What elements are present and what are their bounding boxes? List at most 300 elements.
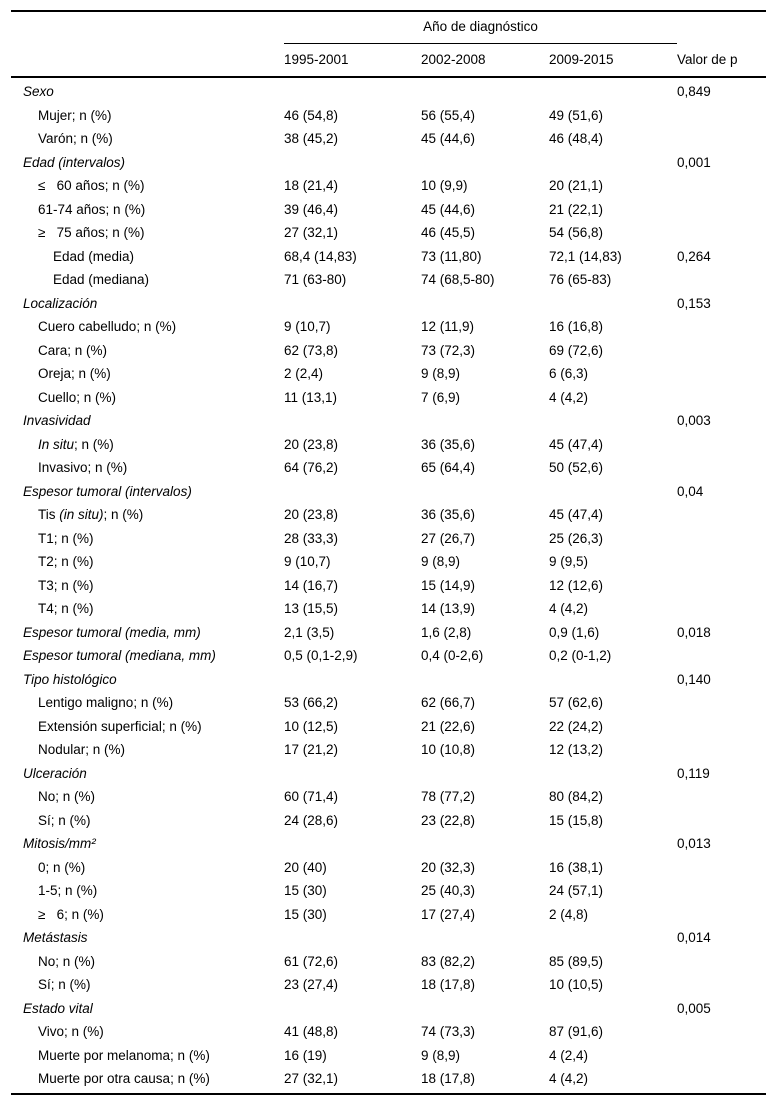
cell-value: 13 (15,5)	[284, 601, 339, 616]
cell-value: 87 (91,6)	[549, 1024, 604, 1039]
table-row	[11, 738, 766, 762]
column-header-period-1: 1995-2001	[284, 52, 349, 67]
row-label-text: Extensión superficial; n (%)	[38, 718, 202, 734]
cell-value: 25 (40,3)	[421, 883, 476, 898]
row-label-text: ; n (%)	[103, 507, 144, 522]
cell-value	[421, 668, 549, 692]
row-label	[23, 809, 284, 833]
cell-value: 74 (73,3)	[421, 1024, 476, 1039]
row-label	[23, 856, 284, 880]
cell-p-value: 0,018	[677, 624, 711, 640]
cell-value	[284, 80, 421, 104]
cell-value: 11 (13,1)	[284, 389, 338, 405]
table-row	[11, 997, 766, 1021]
cell-value: 20 (23,8)	[284, 436, 339, 452]
cell-p-value	[677, 198, 766, 222]
cell-value: 65 (64,4)	[421, 460, 476, 475]
row-label-text: T1; n (%)	[38, 530, 94, 546]
row-label-text: Sexo	[23, 84, 54, 99]
table-row	[11, 198, 766, 222]
cell-value	[284, 997, 421, 1021]
table-row	[11, 715, 766, 739]
cell-value: 15 (14,9)	[421, 577, 476, 593]
row-label	[23, 738, 284, 762]
row-label	[23, 926, 284, 950]
cell-value: 4 (4,2)	[549, 601, 589, 616]
cell-p-value	[677, 691, 766, 715]
table-row	[11, 574, 766, 598]
row-label-text: ≤ 60 años; n (%)	[38, 178, 145, 193]
cell-value	[549, 292, 677, 316]
cell-value: 68,4 (14,83)	[284, 248, 357, 264]
cell-value: 12 (11,9)	[421, 319, 475, 334]
column-header-period-3: 2009-2015	[549, 52, 614, 67]
cell-value: 27 (32,1)	[284, 225, 339, 240]
cell-p-value	[677, 174, 766, 198]
row-label-text: Espesor tumoral (intervalos)	[23, 483, 192, 499]
row-label	[23, 644, 284, 668]
cell-p-value: 0,005	[677, 1000, 711, 1016]
cell-value: 25 (26,3)	[549, 530, 604, 546]
cell-p-value: 0,264	[677, 248, 711, 264]
cell-value: 73 (11,80)	[421, 248, 482, 264]
cell-value: 15 (15,8)	[549, 812, 604, 828]
cell-value: 27 (32,1)	[284, 1071, 339, 1086]
cell-p-value	[677, 221, 766, 245]
table-row	[11, 762, 766, 786]
cell-p-value: 0,119	[677, 765, 710, 781]
cell-p-value	[677, 785, 766, 809]
row-label-text: Sí; n (%)	[38, 812, 91, 828]
row-label	[23, 221, 284, 245]
cell-value	[549, 997, 677, 1021]
table-row	[11, 268, 766, 292]
row-label	[23, 950, 284, 974]
cell-value	[549, 80, 677, 104]
cell-p-value: 0,001	[677, 154, 711, 170]
cell-p-value: 0,013	[677, 836, 711, 851]
cell-value: 14 (13,9)	[421, 601, 476, 616]
cell-p-value	[677, 597, 766, 621]
cell-value: 2,1 (3,5)	[284, 624, 335, 640]
cell-value: 18 (17,8)	[421, 1071, 476, 1086]
cell-value: 9 (10,7)	[284, 554, 331, 569]
cell-p-value	[677, 527, 766, 551]
cell-value: 20 (21,1)	[549, 178, 604, 193]
cell-value: 72,1 (14,83)	[549, 248, 622, 264]
cell-value: 85 (89,5)	[549, 953, 604, 969]
cell-value: 17 (21,2)	[284, 742, 339, 757]
row-label-text: Tis	[38, 507, 60, 522]
column-group-row	[11, 12, 766, 44]
row-label-text: Mujer; n (%)	[38, 107, 112, 123]
spacer-p-column	[677, 18, 766, 44]
table-row	[11, 315, 766, 339]
row-label-text: In situ	[38, 436, 75, 452]
cell-value: 50 (52,6)	[549, 460, 604, 475]
table-row	[11, 856, 766, 880]
cell-value: 56 (55,4)	[421, 107, 476, 123]
cell-value: 16 (16,8)	[549, 319, 604, 334]
row-label	[23, 409, 284, 433]
table-row	[11, 1044, 766, 1068]
row-label	[23, 1067, 284, 1091]
cell-value: 20 (32,3)	[421, 859, 476, 875]
cell-p-value	[677, 104, 766, 128]
cell-value: 16 (38,1)	[549, 859, 604, 875]
cell-value	[284, 762, 421, 786]
cell-value: 9 (8,9)	[421, 1047, 461, 1063]
cell-p-value	[677, 503, 766, 527]
row-label-text: 61-74 años; n (%)	[38, 201, 146, 217]
table-row	[11, 292, 766, 316]
table-row	[11, 456, 766, 480]
table-row	[11, 785, 766, 809]
row-label-text: T2; n (%)	[38, 554, 94, 569]
cell-value: 24 (57,1)	[549, 883, 604, 898]
cell-value	[421, 926, 549, 950]
row-label	[23, 245, 284, 269]
cell-value: 80 (84,2)	[549, 789, 604, 804]
cell-value	[549, 409, 677, 433]
cell-value: 60 (71,4)	[284, 789, 339, 804]
cell-p-value	[677, 856, 766, 880]
cell-p-value	[677, 1020, 766, 1044]
table-row	[11, 433, 766, 457]
cell-value: 45 (44,6)	[421, 201, 476, 217]
row-label	[23, 198, 284, 222]
row-label	[23, 386, 284, 410]
row-label-text: Sí; n (%)	[38, 977, 91, 992]
row-label-text: No; n (%)	[38, 953, 96, 969]
cell-value: 36 (35,6)	[421, 436, 476, 452]
row-label-text: Invasivo; n (%)	[38, 460, 128, 475]
row-label	[23, 785, 284, 809]
table-row	[11, 409, 766, 433]
row-label	[23, 127, 284, 151]
row-label-text: ; n (%)	[74, 436, 114, 452]
cell-value	[421, 292, 549, 316]
cell-value	[284, 668, 421, 692]
row-label-text: Espesor tumoral (mediana, mm)	[23, 648, 216, 663]
row-label-text: Muerte por otra causa; n (%)	[38, 1071, 210, 1086]
cell-p-value	[677, 950, 766, 974]
column-headers-row	[11, 44, 766, 76]
row-label	[23, 268, 284, 292]
table-row	[11, 503, 766, 527]
row-label-text: Localización	[23, 295, 98, 311]
cell-value	[284, 926, 421, 950]
row-label-text: Mitosis/mm²	[23, 836, 96, 851]
cell-value	[549, 480, 677, 504]
table-row	[11, 950, 766, 974]
cell-p-value	[677, 268, 766, 292]
table-row	[11, 550, 766, 574]
cell-value: 71 (63-80)	[284, 272, 347, 287]
row-label	[23, 480, 284, 504]
cell-value: 23 (22,8)	[421, 812, 476, 828]
cell-value: 54 (56,8)	[549, 225, 604, 240]
row-label-text: Vivo; n (%)	[38, 1024, 104, 1039]
row-label	[23, 973, 284, 997]
cell-p-value	[677, 433, 766, 457]
cell-value: 9 (9,5)	[549, 554, 589, 569]
cell-value: 83 (82,2)	[421, 953, 476, 969]
cell-p-value	[677, 1044, 766, 1068]
row-label	[23, 362, 284, 386]
cell-value: 10 (10,8)	[421, 742, 476, 757]
cell-value: 15 (30)	[284, 883, 327, 898]
cell-value: 12 (12,6)	[549, 577, 604, 593]
cell-value	[421, 151, 549, 175]
cell-p-value: 0,849	[677, 84, 711, 99]
table-row	[11, 386, 766, 410]
cell-value: 78 (77,2)	[421, 789, 476, 804]
table-row	[11, 221, 766, 245]
cell-value: 7 (6,9)	[421, 389, 461, 405]
cell-p-value	[677, 973, 766, 997]
cell-p-value	[677, 362, 766, 386]
cell-value: 2 (4,8)	[549, 906, 589, 922]
cell-value: 2 (2,4)	[284, 366, 324, 381]
row-label-text: 1-5; n (%)	[38, 883, 98, 898]
cell-value: 57 (62,6)	[549, 695, 604, 710]
cell-value: 9 (10,7)	[284, 319, 331, 334]
table-row	[11, 174, 766, 198]
cell-p-value	[677, 903, 766, 927]
cell-p-value	[677, 715, 766, 739]
cell-value: 24 (28,6)	[284, 812, 339, 828]
cell-value	[421, 762, 549, 786]
cell-p-value	[677, 644, 766, 668]
row-label-text: Lentigo maligno; n (%)	[38, 695, 174, 710]
cell-value: 0,9 (1,6)	[549, 624, 600, 640]
row-label	[23, 574, 284, 598]
row-label	[23, 174, 284, 198]
cell-value: 53 (66,2)	[284, 695, 339, 710]
cell-value: 74 (68,5-80)	[421, 272, 495, 287]
cell-value	[421, 832, 549, 856]
cell-value: 46 (45,5)	[421, 225, 476, 240]
table-body	[11, 78, 766, 1093]
cell-value: 61 (72,6)	[284, 953, 339, 969]
table-row	[11, 903, 766, 927]
cell-value: 15 (30)	[284, 906, 327, 922]
table-row	[11, 80, 766, 104]
row-label	[23, 715, 284, 739]
cell-value	[284, 832, 421, 856]
row-label-text: Metástasis	[23, 930, 88, 945]
row-label	[23, 1020, 284, 1044]
row-label	[23, 315, 284, 339]
table-row	[11, 1067, 766, 1091]
cell-p-value	[677, 574, 766, 598]
row-label-text: Muerte por melanoma; n (%)	[38, 1047, 210, 1063]
row-label	[23, 527, 284, 551]
row-label	[23, 550, 284, 574]
cell-p-value: 0,153	[677, 295, 711, 311]
cell-value	[421, 480, 549, 504]
row-label-text: Estado vital	[23, 1000, 93, 1016]
table-row	[11, 668, 766, 692]
cell-value: 76 (65-83)	[549, 272, 612, 287]
cell-value: 20 (23,8)	[284, 507, 339, 522]
cell-value	[284, 151, 421, 175]
row-label	[23, 668, 284, 692]
cell-p-value: 0,014	[677, 930, 711, 945]
row-label-text: ≥ 75 años; n (%)	[38, 225, 145, 240]
cell-value: 4 (4,2)	[549, 1071, 589, 1086]
cell-value: 14 (16,7)	[284, 577, 339, 593]
cell-p-value	[677, 456, 766, 480]
row-label-text: No; n (%)	[38, 789, 96, 804]
table-row	[11, 644, 766, 668]
cell-p-value	[677, 315, 766, 339]
cell-value: 62 (73,8)	[284, 342, 339, 358]
cell-value: 23 (27,4)	[284, 977, 339, 992]
cell-p-value	[677, 1067, 766, 1091]
cell-value	[549, 832, 677, 856]
cell-value: 41 (48,8)	[284, 1024, 339, 1039]
row-label-text: Cuello; n (%)	[38, 389, 117, 405]
cell-value: 10 (12,5)	[284, 718, 339, 734]
cell-p-value	[677, 809, 766, 833]
row-label-text: 0; n (%)	[38, 859, 86, 875]
cell-value: 49 (51,6)	[549, 107, 604, 123]
cell-p-value	[677, 127, 766, 151]
cell-p-value	[677, 738, 766, 762]
cell-value: 36 (35,6)	[421, 507, 476, 522]
cell-value: 22 (24,2)	[549, 718, 604, 734]
row-label	[23, 80, 284, 104]
row-label-text: Cuero cabelludo; n (%)	[38, 319, 177, 334]
cell-value: 46 (48,4)	[549, 131, 604, 146]
table-row	[11, 879, 766, 903]
row-label	[23, 292, 284, 316]
row-label-text: Tipo histológico	[23, 671, 117, 687]
row-label-text: Oreja; n (%)	[38, 366, 111, 381]
row-label	[23, 597, 284, 621]
cell-value: 39 (46,4)	[284, 201, 339, 217]
cell-value: 1,6 (2,8)	[421, 624, 472, 640]
cell-value: 9 (8,9)	[421, 366, 461, 381]
row-label-text: (in situ)	[59, 507, 104, 522]
row-label	[23, 879, 284, 903]
cell-value: 4 (2,4)	[549, 1047, 589, 1063]
cell-value: 45 (44,6)	[421, 131, 476, 146]
cell-value	[421, 997, 549, 1021]
row-label-text: Edad (mediana)	[53, 272, 150, 287]
cell-p-value	[677, 386, 766, 410]
table-row	[11, 339, 766, 363]
row-label	[23, 456, 284, 480]
table-row	[11, 597, 766, 621]
cell-value: 69 (72,6)	[549, 342, 604, 358]
table-row	[11, 362, 766, 386]
row-label	[23, 1044, 284, 1068]
cell-value: 27 (26,7)	[421, 530, 476, 546]
cell-value	[549, 926, 677, 950]
table-row	[11, 151, 766, 175]
cell-value	[284, 480, 421, 504]
cell-value: 4 (4,2)	[549, 389, 589, 405]
row-label	[23, 503, 284, 527]
cell-value	[549, 668, 677, 692]
spacer-label-column	[23, 51, 284, 69]
cell-value: 17 (27,4)	[421, 906, 476, 922]
cell-value: 9 (8,9)	[421, 554, 461, 569]
table-row	[11, 527, 766, 551]
row-label	[23, 832, 284, 856]
cell-value: 16 (19)	[284, 1047, 327, 1063]
cell-value: 21 (22,1)	[549, 201, 604, 217]
cell-p-value: 0,003	[677, 413, 711, 428]
row-label-text: Varón; n (%)	[38, 131, 113, 146]
table-row	[11, 1020, 766, 1044]
cell-value: 38 (45,2)	[284, 131, 339, 146]
column-header-period-2: 2002-2008	[421, 52, 486, 67]
cell-value	[549, 762, 677, 786]
row-label	[23, 433, 284, 457]
cell-value: 10 (10,5)	[549, 977, 604, 992]
cell-value: 45 (47,4)	[549, 507, 604, 522]
cell-value: 0,2 (0-1,2)	[549, 648, 612, 663]
statistics-table	[11, 10, 766, 1095]
cell-value: 20 (40)	[284, 859, 327, 875]
row-label-text: Espesor tumoral (media, mm)	[23, 624, 201, 640]
table-row	[11, 809, 766, 833]
row-label	[23, 104, 284, 128]
table-header	[11, 12, 766, 78]
cell-p-value: 0,04	[677, 483, 704, 499]
row-label-text: Invasividad	[23, 413, 91, 428]
cell-value: 28 (33,3)	[284, 530, 339, 546]
cell-p-value: 0,140	[677, 671, 711, 687]
cell-value: 46 (54,8)	[284, 107, 339, 123]
table-row	[11, 621, 766, 645]
table-row	[11, 832, 766, 856]
column-header-p-value: Valor de p	[677, 52, 738, 67]
cell-value: 21 (22,6)	[421, 718, 476, 734]
cell-value: 0,5 (0,1-2,9)	[284, 648, 358, 663]
cell-value: 12 (13,2)	[549, 742, 604, 757]
cell-value: 6 (6,3)	[549, 366, 589, 381]
row-label-text: Nodular; n (%)	[38, 742, 126, 757]
cell-value: 0,4 (0-2,6)	[421, 648, 484, 663]
cell-value: 18 (17,8)	[421, 977, 476, 992]
row-label-text: Edad (intervalos)	[23, 154, 126, 170]
cell-value	[284, 292, 421, 316]
cell-p-value	[677, 339, 766, 363]
row-label	[23, 151, 284, 175]
row-label-text: Ulceración	[23, 765, 87, 781]
cell-value: 18 (21,4)	[284, 178, 339, 193]
column-group-header: Año de diagnóstico	[284, 18, 677, 44]
row-label-text: Cara; n (%)	[38, 342, 108, 358]
cell-value: 45 (47,4)	[549, 436, 604, 452]
table-row	[11, 104, 766, 128]
cell-p-value	[677, 879, 766, 903]
row-label-text: Edad (media)	[53, 248, 135, 264]
cell-value	[549, 151, 677, 175]
cell-value	[284, 409, 421, 433]
table-row	[11, 245, 766, 269]
table-row	[11, 480, 766, 504]
spacer-label-column	[23, 18, 284, 44]
cell-value: 62 (66,7)	[421, 695, 476, 710]
row-label-text: ≥ 6; n (%)	[38, 906, 104, 922]
table-row	[11, 926, 766, 950]
